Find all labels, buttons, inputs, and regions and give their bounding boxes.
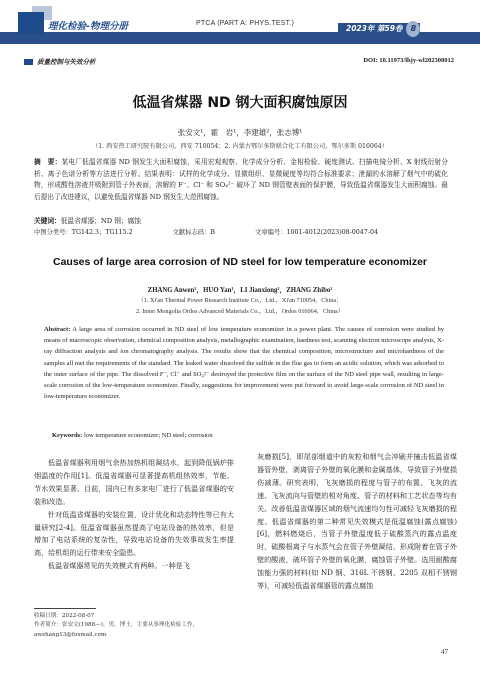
- abstract-cn: [34, 157, 448, 203]
- body-paragraph: 低温省煤器常见的失效模式有两种。一种是飞: [48, 561, 190, 571]
- title-en: Causes of large area corrosion of ND steel for low temperature economizer: [52, 256, 428, 268]
- footnote: [34, 612, 234, 640]
- keywords-cn-label: 关键词：: [34, 217, 61, 225]
- keywords-en-text: low temperature economizer; ND steel; corrosion: [83, 432, 213, 439]
- affiliation-en-line-1: （1. Xi'an Thermal Power Research Institute Co.，Ltd.，Xi'an 710054，China；: [137, 297, 343, 304]
- journal-header: [0, 0, 480, 44]
- journal-name: PTCA (PART A: PHYS.TEST.): [196, 20, 294, 27]
- keywords-en-label: Keywords:: [52, 432, 83, 439]
- authors-cn: 张安文¹，霍 岩¹，李建雄²，张志博¹: [177, 128, 303, 137]
- body-paragraph: 低温省煤器利用烟气余热加热机组凝结水，起到降低锅炉排烟温度的作用[1]。低温省煤器可显著提高机组热效率，节能、节水效果显著。目前，国内已有多家电厂进行了低温省煤器的安装和改造。: [34, 458, 234, 506]
- logo-shape-dark: [18, 12, 44, 34]
- title-cn: 低温省煤器 ND 钢大面积腐蚀原因: [132, 95, 348, 111]
- issue-text: 2023年 第59卷: [346, 24, 403, 33]
- article-number: 文章编号：1001-4012(2023)08-0047-04: [255, 229, 378, 236]
- issue-number: 8: [406, 21, 420, 37]
- authors-en: ZHANG Anwen¹，HUO Yan¹，LI Jianxiong²，ZHANG Zhibo¹: [147, 287, 333, 294]
- abstract-cn-text: 某电厂低温省煤器 ND 钢发生大面积腐蚀，采用宏观观察、化学成分分析、金相检验、硬度测试、扫描电镜分析、X 射线衍射分析、离子色谱分析等方法进行分析。结果表明：试样的化学成分、显微组织、显微硬度等均符合标准要求；泄漏的水溶解了烟气中的硫化物，形成酸性溶液并吸附到管子外表面，溶解的 F⁻、Cl⁻ 和 SO₄²⁻ 破坏了 ND 钢管壁表面的保护膜，导致低温省煤器发生大面积腐蚀。最后提出了改进建议，以避免低温省煤器 ND 钢发生大范围腐蚀。: [34, 158, 448, 201]
- keywords-cn-text: 低温省煤器；ND 钢；腐蚀: [60, 217, 141, 225]
- issue-badge: [338, 23, 420, 35]
- affiliation-en-line-2: 2. Inner Mongolia Ordos Advanced Materials Co.，Ltd.，Ordos 016064，China）: [136, 307, 344, 315]
- clc-number: 中图分类号：TG142.3；TG115.2: [34, 229, 133, 236]
- affiliation-en: [0, 296, 480, 317]
- page-number: 47: [441, 648, 448, 656]
- body-paragraph: 灰磨损[5]，即尾部烟道中的灰粒和烟气会冲刷并撞击低温省煤器管外壁，剥离管子外壁的氧化膜和金属基体，导致管子外壁损伤减薄。研究表明，飞灰磨损的程度与管子的布置、飞灰的流速、飞灰流向与管壁的相对角度、管子的材料和工艺状态等均有关。改善低温省煤器区域的烟气流速均匀性可减轻飞灰磨损的程度。低温省煤器的第二种常见失效模式是低温腐蚀(露点腐蚀)[6]，燃料燃烧后，当管子外壁温度低于硫酸蒸汽的露点温度时，硫酸根离子与水蒸气会在管子外壁凝结，形成附着在管子外壁的酸液，破坏管子外壁的氧化膜，腐蚀管子外壁。选用耐酸腐蚀能力强的材料(如 ND 钢、316L 不锈钢、2205 双相不锈钢等)，可减轻低温省煤器管的露点腐蚀: [257, 452, 457, 591]
- abstract-cn-label: 摘 要：: [34, 158, 62, 166]
- column-tag: [24, 57, 96, 66]
- footnote-received: 收稿日期：2022-08-07: [34, 613, 95, 619]
- logo-text: 理化检验-物理分册: [48, 21, 128, 32]
- keywords-cn: [34, 215, 141, 225]
- abstract-en: [44, 324, 444, 402]
- doi: DOI: 10.11973/lhjy-wl202308012: [363, 57, 454, 64]
- abstract-en-text: A large area of corrosion occurred in ND steel of low temperature economizer in a power plant. The causes of corrosion were studied by means of macroscopic observation, chemical composition analysis, metallographic examination, hardness test, scanning electron microscope analysis, X-ray diffraction analysis and ion chromatography analysis. The results show that the chemical composition, microstructure and microhardness of the samples all met the requirements of the standard. The leaked water dissolved the sulfide in the flue gas to form an acidic solution, which was adsorbed to the outer surface of the pipe. The dissolved F⁻, Cl⁻ and SO₄²⁻ destroyed the protective film on the surface of the ND steel pipe wall, resulting in large-scale corrosion of the low-temperature economizer. Finally, suggestions for improvement were put forward to avoid large-scale corrosion of ND steel in low-temperature economizer.: [44, 326, 444, 401]
- document-code: 文献标志码：B: [172, 229, 216, 236]
- keywords-en: [52, 432, 213, 439]
- column-tag-icon: [24, 59, 33, 65]
- column-tag-text: 质量控制与失效分析: [37, 58, 96, 66]
- body-column-left: [34, 457, 234, 573]
- classification-row: [34, 227, 448, 236]
- abstract-en-label: Abstract:: [44, 326, 71, 333]
- footnote-rule: [34, 608, 96, 609]
- body-column-right: [257, 451, 457, 593]
- body-paragraph: 针对低温省煤器的安装位置，设计优化和动态特性等已有大量研究[2-4]。低温省煤器虽然提高了电站设备的热效率，但是增加了电站系统的复杂性，导致电站设备的失效事故发生率提高，给机组的运行带来安全隐患。: [34, 509, 234, 558]
- footnote-author: 作者简介：张安文(1988—)，男，博士，主要从事理化检验工作，awzhang13@foxmail.com: [34, 622, 199, 638]
- affiliation-cn: （1. 西安热工研究院有限公司，西安 710054；2. 内蒙古鄂尔多斯联合化工有限公司，鄂尔多斯 016064）: [92, 143, 388, 150]
- journal-logo: [18, 6, 128, 36]
